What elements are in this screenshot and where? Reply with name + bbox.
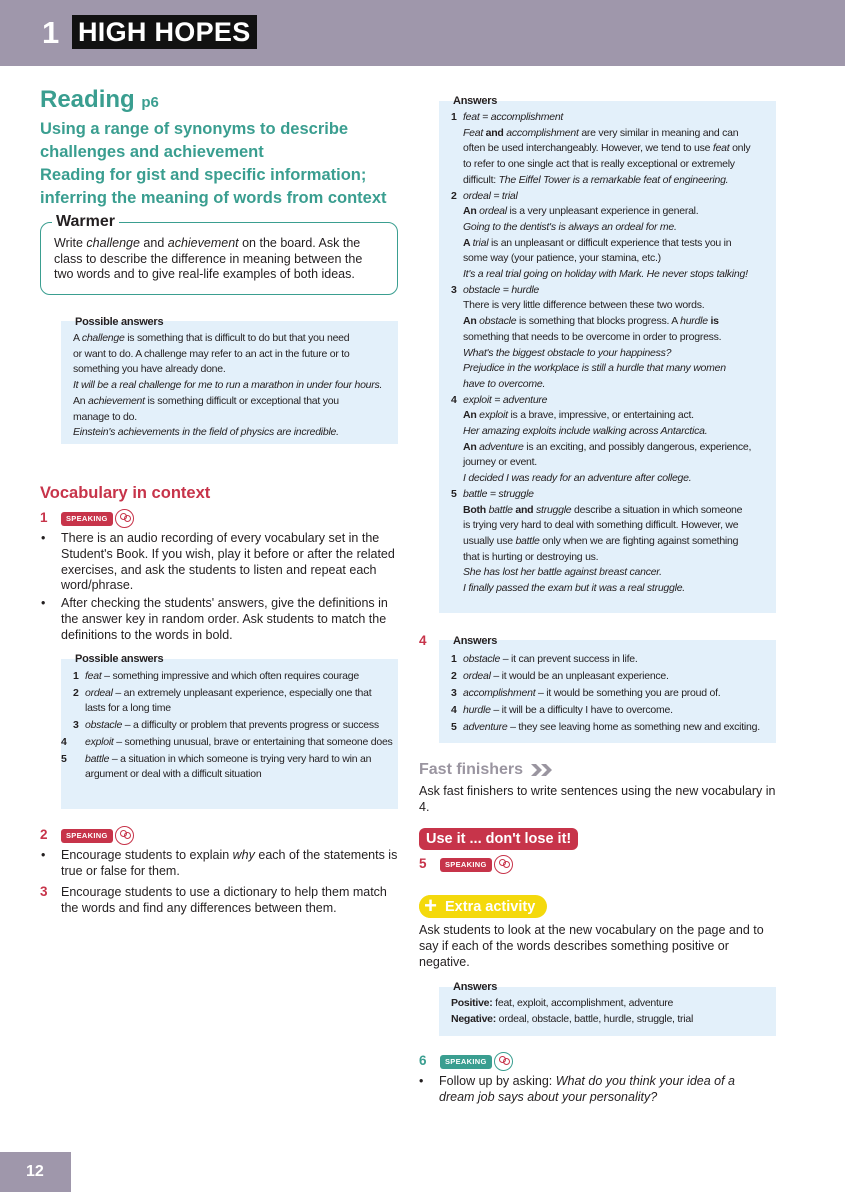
- q1-bullet-1: • There is an audio recording of every vocabulary set in the Student's Book. If you wish, play it before or after the related exercises, and ask the students to listen and repeat each word/phrase.: [41, 531, 395, 593]
- answers-4-content: Answers 1 obstacle – it can prevent success in life. 2 ordeal – it would be an unpleasant experience. 3 accomplishment – it would be something you are proud of. 4 hurdle – it will be a difficulty I have to overcome. 5 adventure – they see leaving home as something new and exciting.: [451, 635, 760, 733]
- reading-title: Reading p6: [40, 86, 159, 113]
- possible-answers-2-content: Possible answers 1 feat – something impressive and which often requires courage 2 ordeal – an extremely unpleasant experience, especially one that lasts for a long time 3 obstacle – a difficulty or problem that prevents progress or success 4 exploit – something unusual, brave or entertaining that someone does 5 battle – a situation in which someone is trying very hard to win an argument or deal with a difficult situation: [61, 653, 393, 781]
- fast-finishers-text: Ask fast finishers to write sentences using the new vocabulary in 4.: [419, 784, 776, 814]
- fast-finishers-title: Fast finishers: [419, 760, 554, 780]
- speaking-icon: [115, 826, 134, 845]
- question-3-number: 3: [40, 884, 48, 899]
- plus-icon: +: [419, 895, 442, 918]
- speaking-badge: SPEAKING: [440, 855, 513, 874]
- q6-bullet: • Follow up by asking: What do you think your idea of a dream job says about your personality?: [419, 1074, 736, 1104]
- question-4-number: 4: [419, 633, 427, 648]
- q1-bullet-2: • After checking the students' answers, give the definitions in the answer key in random order. Ask students to match the definitions to the words in bold.: [41, 596, 388, 642]
- use-it-banner: Use it ... don't lose it!: [419, 828, 578, 850]
- possible-answers-1-content: Possible answers A challenge is something that is difficult to do but that you need or want to do. A challenge may refer to an act in the future or to something you have already done. It will be a real challenge for me to run a marathon in under four hours. An achievement is something difficult or exceptional that you manage to do. Einstein's achievements in the field of physics are incredible.: [73, 316, 383, 439]
- extra-activity-text: Ask students to look at the new vocabulary on the page and to say if each of the words describes something positive or negative.: [419, 923, 764, 969]
- question-2-header: 2 SPEAKING: [40, 826, 134, 845]
- speaking-icon: [494, 1052, 513, 1071]
- unit-title: HIGH HOPES: [72, 15, 257, 49]
- speaking-badge: SPEAKING: [440, 1052, 513, 1071]
- extra-activity-title: Extra activity: [445, 899, 536, 915]
- warmer-label: Warmer: [52, 212, 119, 232]
- q3-text: Encourage students to use a dictionary to help them match the words and find any differences between them.: [61, 885, 387, 915]
- q2-bullet-1: • Encourage students to explain why each of the statements is true or false for them.: [41, 848, 398, 878]
- page-number: 12: [0, 1152, 71, 1192]
- answers-3-content: Answers 1 feat = accomplishment Feat and accomplishment are very similar in meaning and can often be used interchangeably. However, we tend to use feat only to refer to one single act that is really exceptional or extremely difficult: The Eiffel Tower is a remarkable feat of engineering. 2 ordeal = trial An ordeal is a very unpleasant experience in general. Going to the dentist's is always an ordeal for me. A trial is an unpleasant or difficult experience that tests you in some way (your patience, your stamina, etc.) It's a real trial going on holiday with Mark. He never stops talking! 3 obstacle = hurdle There is very little difference between these two words. An obstacle is something that blocks progress. A hurdle is something that needs to be overcome in order to progress. What's the biggest obstacle to your happiness? Prejudice in the workplace is still a hurdle that many women have to overcome. 4 exploit = adventure An exploit is a brave, impressive, or entertaining act. Her amazing exploits include walking across Antarctica. An adventure is an exciting, and possibly dangerous, experience, journey or event. I decided I was ready for an adventure after college. 5 battle = struggle Both battle and struggle describe a situation in which someone is trying very hard to deal with something difficult. However, we usually use battle only when we are fighting against something that is hurting or destroying us. She has lost her battle against breast cancer. I finally passed the exam but it was a real struggle.: [451, 95, 752, 595]
- speaking-badge: SPEAKING: [61, 826, 134, 845]
- vocab-section-title: Vocabulary in context: [40, 484, 211, 502]
- unit-number: 1: [42, 15, 60, 50]
- warmer-text: Write challenge and achievement on the board. Ask the class to describe the difference in meaning between the two words and to give real-life examples of both ideas.: [54, 236, 363, 281]
- chevrons-icon: [530, 763, 554, 777]
- question-1-header: 1 SPEAKING: [40, 509, 134, 528]
- lesson-aims: Using a range of synonyms to describe challenges and achievement Reading for gist and specific information; inferring the meaning of words from context: [40, 120, 387, 207]
- question-5-header: 5 SPEAKING: [419, 855, 513, 874]
- speaking-badge: SPEAKING: [61, 509, 134, 528]
- answers-extra-content: Answers Positive: feat, exploit, accomplishment, adventure Negative: ordeal, obstacle, battle, hurdle, struggle, trial: [451, 981, 694, 1025]
- question-6-header: 6 SPEAKING: [419, 1052, 513, 1071]
- speaking-icon: [115, 509, 134, 528]
- speaking-icon: [494, 855, 513, 874]
